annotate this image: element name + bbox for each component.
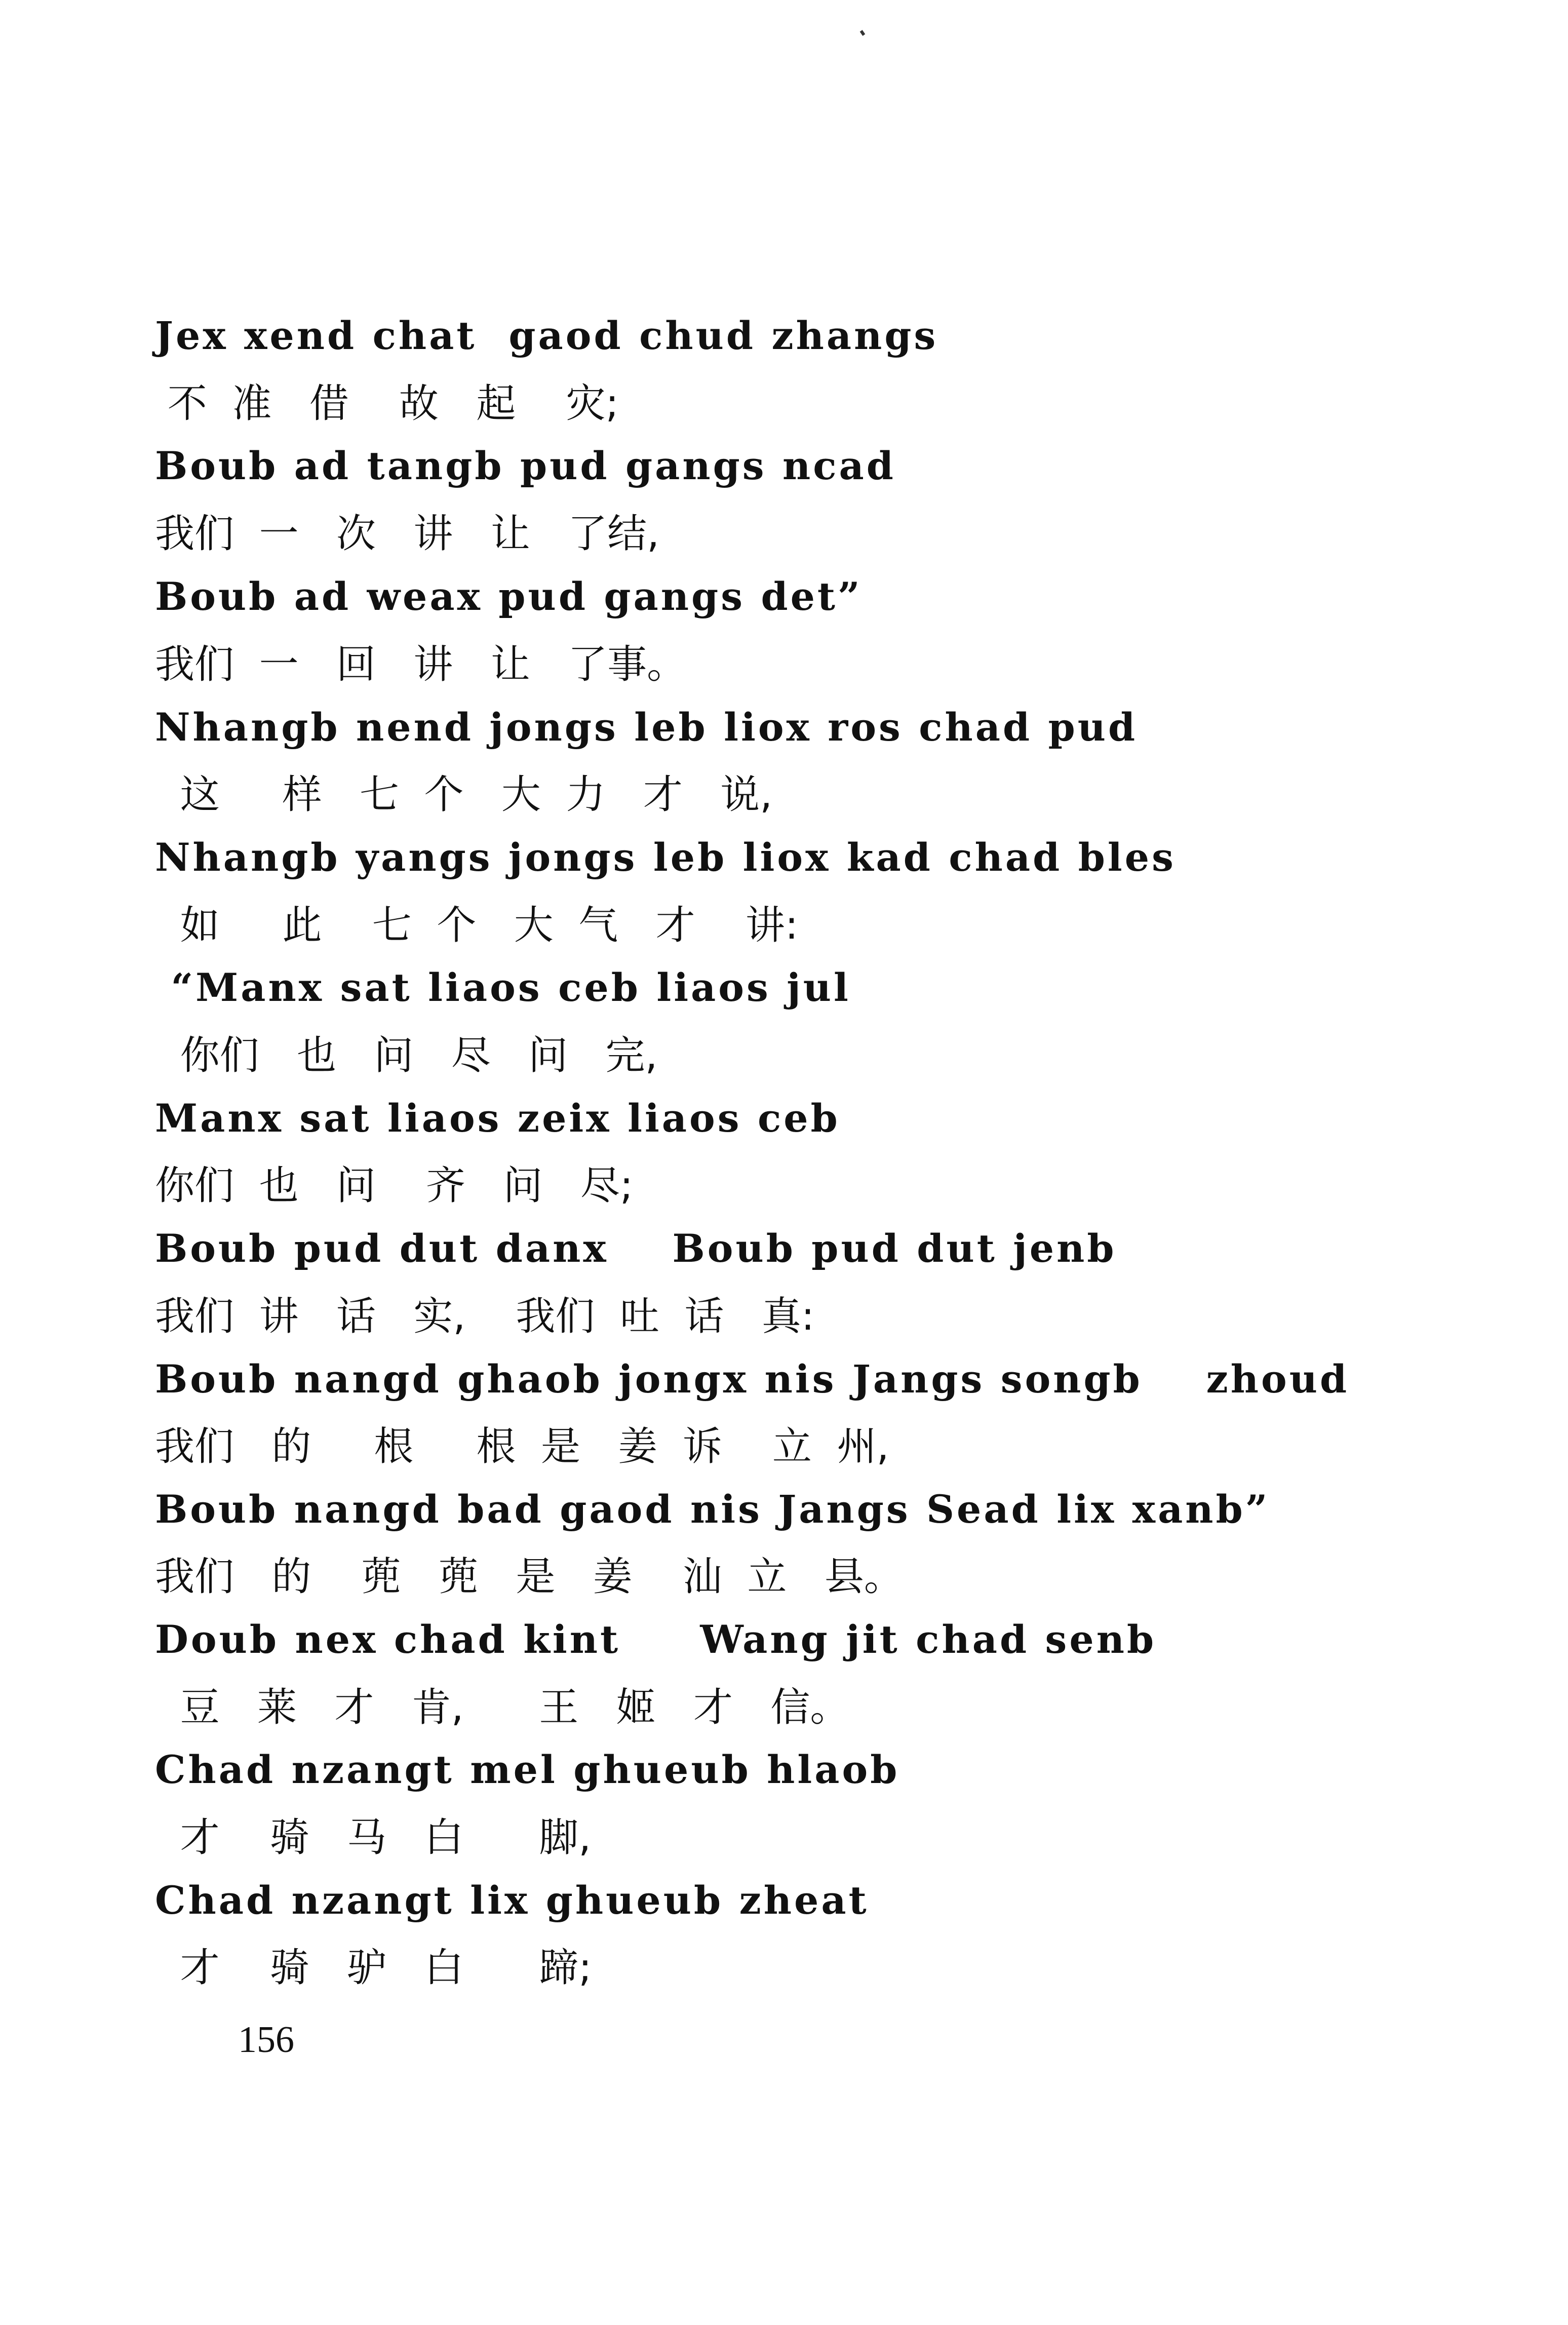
text-line-chinese: 不 准 借 故 起 灾; — [155, 381, 619, 427]
text-line-romanized: Boub ad tangb pud gangs ncad — [155, 443, 896, 488]
text-line-chinese: 这 样 七 个 大 力 才 说, — [155, 772, 773, 818]
text-line-chinese: 我们 讲 话 实, 我们 吐 话 真: — [155, 1294, 815, 1339]
text-line-romanized: Jex xend chat gaod chud zhangs — [155, 313, 938, 358]
text-line-romanized: Boub pud dut danx Boub pud dut jenb — [155, 1226, 1117, 1271]
page-number: 156 — [238, 2019, 294, 2061]
text-line-romanized: Boub nangd bad gaod nis Jangs Sead lix xanb” — [155, 1487, 1270, 1532]
text-line-chinese: 我们 的 蔸 蔸 是 姜 汕 立 县。 — [155, 1554, 904, 1600]
text-line-chinese: 才 骑 驴 白 蹄; — [155, 1945, 592, 1991]
text-line-romanized: Boub ad weax pud gangs det” — [155, 574, 863, 619]
text-line-chinese: 我们 的 根 根 是 姜 诉 立 州, — [155, 1424, 889, 1469]
text-line-chinese: 豆 莱 才 肯, 王 姬 才 信。 — [155, 1685, 850, 1730]
print-speck — [860, 30, 866, 36]
text-line-chinese: 才 骑 马 白 脚, — [155, 1815, 592, 1861]
text-line-romanized: Manx sat liaos zeix liaos ceb — [155, 1096, 840, 1141]
text-line-chinese: 如 此 七 个 大 气 才 讲: — [155, 903, 799, 948]
text-line-romanized: “Manx sat liaos ceb liaos jul — [155, 965, 851, 1010]
text-line-chinese: 你们 也 问 尽 问 完, — [155, 1033, 658, 1078]
text-line-romanized: Chad nzangt mel ghueub hlaob — [155, 1747, 900, 1792]
text-line-chinese: 我们 一 回 讲 让 了事。 — [155, 642, 687, 687]
text-line-chinese: 我们 一 次 讲 让 了结, — [155, 511, 659, 557]
text-line-chinese: 你们 也 问 齐 问 尽; — [155, 1163, 634, 1209]
text-line-romanized: Boub nangd ghaob jongx nis Jangs songb zhoud — [155, 1357, 1350, 1402]
text-line-romanized: Nhangb nend jongs leb liox ros chad pud — [155, 705, 1138, 750]
text-line-romanized: Doub nex chad kint Wang jit chad senb — [155, 1617, 1157, 1662]
text-line-romanized: Nhangb yangs jongs leb liox kad chad bles — [155, 835, 1176, 880]
text-line-romanized: Chad nzangt lix ghueub zheat — [155, 1878, 869, 1923]
